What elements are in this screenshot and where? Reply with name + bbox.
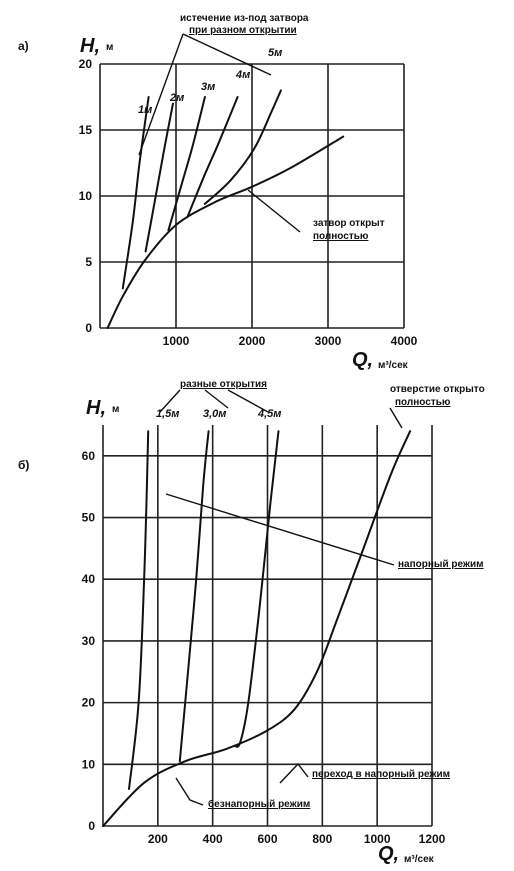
y-tick-label: 10 [81, 757, 95, 772]
series-label: 5м [268, 47, 283, 59]
y-tick-label: 20 [81, 695, 95, 710]
series-label: 4,5м [258, 408, 282, 420]
chart-a-series [108, 47, 344, 328]
chart-b-x-axis-unit: м³/сек [404, 854, 434, 865]
chart-a [18, 13, 418, 371]
chart-b-ticks [82, 449, 446, 846]
chart-b-annotation-free-flow: безнапорный режим [208, 799, 311, 810]
y-tick-label: 5 [85, 255, 92, 269]
y-tick-label: 50 [81, 510, 95, 525]
chart-a-annotation-gate-open-2: полностью [313, 231, 369, 242]
series-label: 4м [236, 69, 251, 81]
x-tick-label: 800 [312, 832, 333, 846]
series-label: 1,5м [156, 408, 180, 420]
chart-b-x-axis-label: Q, [378, 843, 400, 865]
x-tick-label: 3000 [314, 334, 342, 348]
y-tick-label: 0 [85, 321, 92, 335]
series-line-3 [235, 431, 279, 747]
y-tick-label: 30 [81, 633, 95, 648]
series-label: 3,0м [203, 408, 227, 420]
chart-b-grid [103, 425, 432, 826]
series-line-1 [129, 431, 148, 789]
chart-b-annotation-fully-open: отверстие открыто [390, 384, 485, 395]
x-tick-label: 200 [147, 832, 168, 846]
y-tick-label: 20 [78, 57, 92, 71]
chart-a-annotation-gate-outflow: истечение из-под затвора [180, 13, 309, 24]
chart-b-y-axis-unit: м [112, 404, 120, 415]
x-tick-label: 2000 [238, 334, 266, 348]
y-tick-label: 40 [81, 572, 95, 587]
chart-a-x-axis-label: Q, [352, 349, 374, 371]
series-label: 2м [170, 92, 185, 104]
chart-a-ticks [79, 57, 418, 348]
x-tick-label: 1000 [363, 832, 391, 846]
y-tick-label: 15 [78, 123, 92, 137]
series-line-6 [108, 137, 344, 328]
y-tick-label: 0 [88, 819, 95, 833]
chart-b-leader-lines [160, 390, 402, 805]
x-tick-label: 600 [257, 832, 278, 846]
chart-b-series [103, 408, 410, 826]
series-line-2 [180, 431, 209, 761]
chart-a-annotation-gate-open: затвор открыт [313, 218, 385, 229]
series-label: 1м [138, 104, 153, 116]
chart-a-y-axis-unit: м [106, 42, 114, 53]
chart-b-y-axis-label: H, [86, 397, 106, 419]
chart-a-y-axis-label: H, [80, 35, 100, 57]
chart-b-annotation-fully-open-2: полностью [395, 397, 451, 408]
x-tick-label: 1000 [162, 334, 190, 348]
chart-b-annotation-transition: переход в напорный режим [312, 769, 451, 780]
series-line-4 [187, 97, 237, 217]
chart-b-annotation-various-openings: разные открытия [180, 379, 267, 390]
x-tick-label: 400 [202, 832, 223, 846]
chart-b [18, 379, 485, 865]
chart-b-annotation-pressure: напорный режим [398, 559, 484, 570]
chart-a-panel-label: а) [18, 39, 29, 53]
x-tick-label: 1200 [418, 832, 446, 846]
x-tick-label: 4000 [390, 334, 418, 348]
y-tick-label: 10 [78, 189, 92, 203]
series-label: 3м [201, 81, 216, 93]
chart-a-annotation-gate-outflow-2: при разном открытии [189, 25, 297, 36]
chart-a-x-axis-unit: м³/сек [378, 360, 408, 371]
chart-b-panel-label: б) [18, 458, 30, 472]
y-tick-label: 60 [81, 448, 95, 463]
